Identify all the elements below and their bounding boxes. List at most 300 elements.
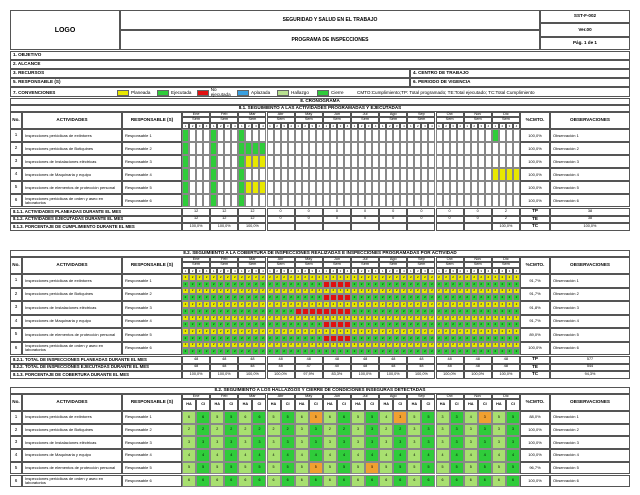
col-ha: HA xyxy=(295,399,309,411)
coverage-cell: 2 xyxy=(259,348,266,355)
coverage-cell: 2 xyxy=(407,315,414,322)
coverage-cell: 2 xyxy=(379,335,386,342)
coverage-cell: 2 xyxy=(210,308,217,315)
activity-observation: Observación 5 xyxy=(550,328,630,342)
schedule-cell xyxy=(316,142,323,155)
coverage-cell: 2 xyxy=(309,294,316,301)
coverage-cell: 2 xyxy=(288,288,295,295)
schedule-cell xyxy=(337,168,344,181)
coverage-cell: 2 xyxy=(288,348,295,355)
activity-name: Inspecciones periódicas de orden y aseo en laboratorios xyxy=(22,475,122,488)
coverage-cell: 2 xyxy=(259,335,266,342)
coverage-cell: 2 xyxy=(196,335,203,342)
activity-observation: Observación 1 xyxy=(550,411,630,424)
coverage-cell: 2 xyxy=(330,328,337,335)
finding-ha-cell: 6 xyxy=(295,411,309,424)
schedule-cell xyxy=(372,168,379,181)
finding-ci-cell: 5 xyxy=(309,462,323,475)
coverage-cell: 2 xyxy=(499,315,506,322)
coverage-cell: 2 xyxy=(436,315,443,322)
schedule-cell xyxy=(436,129,443,142)
totals-value: 48 xyxy=(182,356,210,364)
schedule-cell xyxy=(330,181,337,194)
week-number: 1 xyxy=(295,268,302,274)
legend-label: Aplazada xyxy=(251,89,271,95)
totals-value: 48 xyxy=(210,356,238,364)
schedule-cell xyxy=(295,129,302,142)
coverage-cell: 2 xyxy=(259,315,266,322)
totals-value: 100,0% xyxy=(267,371,295,379)
coverage-cell: 2 xyxy=(457,294,464,301)
schedule-cell xyxy=(365,155,372,168)
activity-no: 1 xyxy=(10,129,22,142)
coverage-cell: 2 xyxy=(182,342,189,349)
week-number: 2 xyxy=(189,268,196,274)
coverage-cell: 2 xyxy=(450,315,457,322)
col-ha: HA xyxy=(182,399,196,411)
coverage-cell: 2 xyxy=(196,348,203,355)
coverage-cell: 2 xyxy=(316,294,323,301)
coverage-cell: 2 xyxy=(499,294,506,301)
coverage-cell: 2 xyxy=(400,308,407,315)
totals-value: 0 xyxy=(323,208,351,216)
coverage-cell: 2 xyxy=(485,348,492,355)
coverage-cell: 2 xyxy=(182,281,189,288)
schedule-cell xyxy=(238,181,245,194)
month-header: Feb xyxy=(210,112,238,117)
coverage-cell: 2 xyxy=(224,335,231,342)
schedule-cell xyxy=(436,168,443,181)
sem-header: Sem xyxy=(464,262,492,268)
schedule-cell xyxy=(309,168,316,181)
coverage-cell: 2 xyxy=(457,315,464,322)
coverage-cell: 2 xyxy=(295,301,302,308)
schedule-cell xyxy=(182,168,189,181)
finding-ha-cell: 6 xyxy=(267,475,281,488)
schedule-cell xyxy=(492,142,499,155)
activity-cmto: 100,0% xyxy=(520,475,550,488)
activity-cmto: 100,0% xyxy=(520,142,550,155)
coverage-cell: 2 xyxy=(457,335,464,342)
schedule-cell xyxy=(421,129,428,142)
coverage-cell: 2 xyxy=(231,281,238,288)
schedule-cell xyxy=(457,194,464,207)
coverage-cell: 2 xyxy=(414,308,421,315)
schedule-cell xyxy=(513,181,520,194)
finding-ha-cell: 3 xyxy=(323,436,337,449)
week-number: 4 xyxy=(288,268,295,274)
coverage-cell xyxy=(330,281,337,288)
finding-ha-cell: 5 xyxy=(182,462,196,475)
document-title: SEGURIDAD Y SALUD EN EL TRABAJO xyxy=(120,10,540,30)
finding-ci-cell: 3 xyxy=(393,436,407,449)
week-number: 1 xyxy=(492,268,499,274)
coverage-cell: 2 xyxy=(288,301,295,308)
finding-ha-cell: 5 xyxy=(379,462,393,475)
coverage-cell: 2 xyxy=(443,315,450,322)
activity-name: Inspecciones periódicas de extintores xyxy=(22,411,122,424)
finding-ha-cell: 3 xyxy=(436,424,450,437)
coverage-cell: 2 xyxy=(274,301,281,308)
month-header: Ene xyxy=(182,394,210,399)
coverage-cell: 2 xyxy=(506,342,513,349)
coverage-cell: 2 xyxy=(372,301,379,308)
coverage-cell: 2 xyxy=(499,281,506,288)
month-header: Oct xyxy=(436,112,464,117)
coverage-cell: 2 xyxy=(231,301,238,308)
schedule-cell xyxy=(302,181,309,194)
coverage-cell: 2 xyxy=(238,294,245,301)
finding-ha-cell: 4 xyxy=(295,449,309,462)
month-header: Nov xyxy=(464,257,492,262)
coverage-cell: 2 xyxy=(464,328,471,335)
schedule-cell xyxy=(421,155,428,168)
activity-no: 5 xyxy=(10,328,22,342)
coverage-cell: 2 xyxy=(323,274,330,281)
totals-value: 48 xyxy=(492,356,520,364)
coverage-cell xyxy=(344,335,351,342)
coverage-cell: 2 xyxy=(252,308,259,315)
schedule-cell xyxy=(323,168,330,181)
finding-ha-cell: 6 xyxy=(464,475,478,488)
activity-observation: Observación 2 xyxy=(550,424,630,437)
coverage-cell: 2 xyxy=(428,294,435,301)
legend-swatch xyxy=(157,90,169,96)
schedule-cell xyxy=(485,181,492,194)
finding-ci-cell: 2 xyxy=(337,424,351,437)
month-header: Jul xyxy=(351,257,379,262)
schedule-cell xyxy=(450,155,457,168)
coverage-cell: 2 xyxy=(210,335,217,342)
coverage-cell: 2 xyxy=(196,328,203,335)
week-number: 4 xyxy=(428,268,435,274)
coverage-cell: 2 xyxy=(513,288,520,295)
schedule-cell xyxy=(210,194,217,207)
legend-item xyxy=(317,90,357,97)
schedule-cell xyxy=(386,194,393,207)
schedule-cell xyxy=(358,155,365,168)
month-header: Mar xyxy=(238,257,266,262)
coverage-cell: 2 xyxy=(295,342,302,349)
coverage-cell: 2 xyxy=(365,348,372,355)
finding-ha-cell: 5 xyxy=(492,411,506,424)
coverage-cell: 2 xyxy=(252,342,259,349)
coverage-cell: 2 xyxy=(330,274,337,281)
finding-ha-cell: 6 xyxy=(182,475,196,488)
coverage-cell: 2 xyxy=(224,281,231,288)
month-header: Jul xyxy=(351,394,379,399)
coverage-cell: 2 xyxy=(295,315,302,322)
coverage-cell: 2 xyxy=(506,301,513,308)
schedule-cell xyxy=(506,181,513,194)
week-number: 3 xyxy=(252,123,259,129)
schedule-cell xyxy=(316,129,323,142)
schedule-cell xyxy=(421,168,428,181)
schedule-cell xyxy=(274,181,281,194)
coverage-cell: 2 xyxy=(196,321,203,328)
totals-value: 12 xyxy=(182,208,210,216)
legend-note: CMTO:Cumplimiento;TP: Total programado; TE:Total ejecutado; TC:Total Cumplimiento xyxy=(357,89,535,95)
coverage-cell: 2 xyxy=(323,328,330,335)
document-code: SST-F-002 xyxy=(540,10,630,23)
coverage-cell: 2 xyxy=(217,328,224,335)
schedule-cell xyxy=(379,168,386,181)
coverage-cell: 2 xyxy=(323,342,330,349)
coverage-cell: 2 xyxy=(365,308,372,315)
schedule-cell xyxy=(245,155,252,168)
col-ha: HA xyxy=(238,399,252,411)
schedule-cell xyxy=(337,181,344,194)
schedule-cell xyxy=(302,155,309,168)
coverage-cell: 2 xyxy=(414,342,421,349)
sem-header: Sem xyxy=(492,262,520,268)
schedule-cell xyxy=(513,194,520,207)
coverage-cell: 2 xyxy=(245,301,252,308)
schedule-cell xyxy=(436,194,443,207)
coverage-cell: 2 xyxy=(281,335,288,342)
finding-ci-cell: 3 xyxy=(281,436,295,449)
coverage-cell xyxy=(337,308,344,315)
schedule-cell xyxy=(231,194,238,207)
coverage-cell: 2 xyxy=(436,328,443,335)
activity-observation: Observación 1 xyxy=(550,129,630,142)
schedule-cell xyxy=(513,155,520,168)
sem-header: Sem xyxy=(351,117,379,123)
schedule-cell xyxy=(259,181,266,194)
week-number: 2 xyxy=(274,123,281,129)
coverage-cell: 2 xyxy=(231,294,238,301)
coverage-cell xyxy=(337,321,344,328)
schedule-cell xyxy=(323,129,330,142)
schedule-cell xyxy=(309,155,316,168)
schedule-cell xyxy=(513,129,520,142)
finding-ci-cell: 4 xyxy=(281,449,295,462)
activity-responsable: Responsable 2 xyxy=(122,288,182,302)
coverage-cell: 2 xyxy=(443,288,450,295)
coverage-cell: 2 xyxy=(323,348,330,355)
coverage-cell: 2 xyxy=(267,301,274,308)
schedule-cell xyxy=(189,168,196,181)
week-number: 1 xyxy=(238,123,245,129)
activity-cmto: 89,0% xyxy=(520,328,550,342)
schedule-cell xyxy=(309,129,316,142)
finding-ha-cell: 5 xyxy=(295,462,309,475)
coverage-cell: 2 xyxy=(274,342,281,349)
coverage-cell: 2 xyxy=(471,328,478,335)
coverage-cell: 2 xyxy=(210,288,217,295)
coverage-cell: 2 xyxy=(288,321,295,328)
schedule-cell xyxy=(485,168,492,181)
schedule-cell xyxy=(414,155,421,168)
finding-ha-cell: 3 xyxy=(492,424,506,437)
week-number: 3 xyxy=(450,268,457,274)
schedule-cell xyxy=(372,181,379,194)
activity-responsable: Responsable 1 xyxy=(122,411,182,424)
schedule-cell xyxy=(464,168,471,181)
schedule-cell xyxy=(316,194,323,207)
totals-value: 48 xyxy=(295,356,323,364)
coverage-cell: 2 xyxy=(450,288,457,295)
schedule-cell xyxy=(485,129,492,142)
coverage-cell: 2 xyxy=(450,348,457,355)
week-number: 2 xyxy=(358,123,365,129)
schedule-cell xyxy=(457,129,464,142)
totals-value: 12 xyxy=(238,216,266,224)
coverage-cell: 2 xyxy=(506,335,513,342)
coverage-cell: 2 xyxy=(379,294,386,301)
coverage-cell: 2 xyxy=(189,315,196,322)
finding-ci-cell: 5 xyxy=(450,462,464,475)
schedule-cell xyxy=(288,194,295,207)
schedule-cell xyxy=(224,168,231,181)
totals-value: 0 xyxy=(407,208,435,216)
coverage-cell: 2 xyxy=(245,294,252,301)
coverage-cell: 2 xyxy=(478,294,485,301)
col-ci: CI xyxy=(450,399,464,411)
coverage-cell: 2 xyxy=(238,301,245,308)
schedule-cell xyxy=(358,194,365,207)
finding-ha-cell: 4 xyxy=(267,449,281,462)
coverage-cell: 2 xyxy=(245,321,252,328)
coverage-cell: 2 xyxy=(309,335,316,342)
week-number: 1 xyxy=(295,123,302,129)
coverage-cell: 2 xyxy=(379,342,386,349)
coverage-cell: 2 xyxy=(238,281,245,288)
totals-value: 48 xyxy=(323,356,351,364)
schedule-cell xyxy=(231,181,238,194)
coverage-cell: 2 xyxy=(231,328,238,335)
week-number: 1 xyxy=(238,268,245,274)
schedule-cell xyxy=(217,129,224,142)
col-ha: HA xyxy=(464,399,478,411)
coverage-cell: 2 xyxy=(358,288,365,295)
coverage-cell: 2 xyxy=(428,335,435,342)
coverage-cell: 2 xyxy=(372,281,379,288)
schedule-cell xyxy=(238,129,245,142)
schedule-cell xyxy=(344,142,351,155)
activity-cmto: 91,7% xyxy=(520,288,550,302)
schedule-cell xyxy=(182,142,189,155)
activity-no: 5 xyxy=(10,181,22,194)
coverage-cell: 2 xyxy=(358,342,365,349)
coverage-cell xyxy=(344,321,351,328)
coverage-cell: 2 xyxy=(372,288,379,295)
totals-value: 0 xyxy=(323,216,351,224)
month-header: Mar xyxy=(238,112,266,117)
week-number: 2 xyxy=(189,123,196,129)
schedule-cell xyxy=(400,129,407,142)
coverage-cell: 2 xyxy=(295,328,302,335)
coverage-cell: 2 xyxy=(393,321,400,328)
totals-value: 0 xyxy=(351,216,379,224)
schedule-cell xyxy=(485,194,492,207)
coverage-cell: 2 xyxy=(281,308,288,315)
coverage-cell: 2 xyxy=(407,335,414,342)
week-number: 3 xyxy=(506,268,513,274)
week-number: 4 xyxy=(485,123,492,129)
coverage-cell: 2 xyxy=(478,335,485,342)
coverage-cell: 2 xyxy=(330,315,337,322)
schedule-cell xyxy=(358,181,365,194)
totals-value xyxy=(351,223,379,231)
coverage-cell: 2 xyxy=(267,328,274,335)
totals-value: 48 xyxy=(210,364,238,372)
coverage-cell: 2 xyxy=(189,321,196,328)
coverage-cell: 2 xyxy=(407,321,414,328)
week-number: 3 xyxy=(365,123,372,129)
coverage-cell: 2 xyxy=(443,328,450,335)
coverage-cell: 2 xyxy=(281,281,288,288)
coverage-cell: 2 xyxy=(450,328,457,335)
schedule-cell xyxy=(372,142,379,155)
finding-ha-cell: 5 xyxy=(351,411,365,424)
coverage-cell: 2 xyxy=(238,335,245,342)
activity-responsable: Responsable 1 xyxy=(122,274,182,288)
activity-responsable: Responsable 3 xyxy=(122,436,182,449)
coverage-cell: 2 xyxy=(196,288,203,295)
finding-ha-cell: 5 xyxy=(464,462,478,475)
coverage-cell: 2 xyxy=(358,328,365,335)
coverage-cell: 2 xyxy=(281,288,288,295)
coverage-cell: 2 xyxy=(506,281,513,288)
week-number: 4 xyxy=(513,268,520,274)
finding-ha-cell: 5 xyxy=(492,462,506,475)
schedule-cell xyxy=(471,168,478,181)
coverage-cell: 2 xyxy=(513,294,520,301)
totals-value: 0 xyxy=(436,216,464,224)
finding-ci-cell: 3 xyxy=(365,424,379,437)
activity-observation: Observación 2 xyxy=(550,142,630,155)
coverage-cell: 2 xyxy=(386,328,393,335)
coverage-cell: 2 xyxy=(428,274,435,281)
totals-value: 100,0% xyxy=(210,223,238,231)
totals-value: 100,0% xyxy=(238,371,266,379)
coverage-cell: 2 xyxy=(189,335,196,342)
coverage-cell: 2 xyxy=(506,328,513,335)
schedule-cell xyxy=(464,155,471,168)
coverage-cell: 2 xyxy=(499,301,506,308)
coverage-cell: 2 xyxy=(372,342,379,349)
coverage-cell: 2 xyxy=(224,328,231,335)
finding-ha-cell: 4 xyxy=(464,449,478,462)
totals-value: 0 xyxy=(295,216,323,224)
finding-ha-cell: 3 xyxy=(464,436,478,449)
coverage-cell: 2 xyxy=(316,335,323,342)
schedule-cell xyxy=(492,194,499,207)
coverage-cell: 2 xyxy=(316,301,323,308)
coverage-cell: 2 xyxy=(365,315,372,322)
schedule-cell xyxy=(421,142,428,155)
schedule-cell xyxy=(400,194,407,207)
coverage-cell: 2 xyxy=(302,315,309,322)
schedule-cell xyxy=(245,181,252,194)
activity-responsable: Responsable 6 xyxy=(122,342,182,356)
coverage-cell: 2 xyxy=(288,342,295,349)
week-number: 1 xyxy=(267,123,274,129)
month-header: Ene xyxy=(182,112,210,117)
finding-ci-cell: 5 xyxy=(337,462,351,475)
coverage-cell: 2 xyxy=(238,348,245,355)
coverage-cell: 2 xyxy=(358,274,365,281)
schedule-cell xyxy=(478,155,485,168)
coverage-cell: 2 xyxy=(365,274,372,281)
finding-ci-cell: 5 xyxy=(309,411,323,424)
finding-ci-cell: 5 xyxy=(224,462,238,475)
week-number: 2 xyxy=(414,123,421,129)
month-header: Dic xyxy=(492,112,520,117)
coverage-cell: 2 xyxy=(330,288,337,295)
week-number: 1 xyxy=(182,268,189,274)
